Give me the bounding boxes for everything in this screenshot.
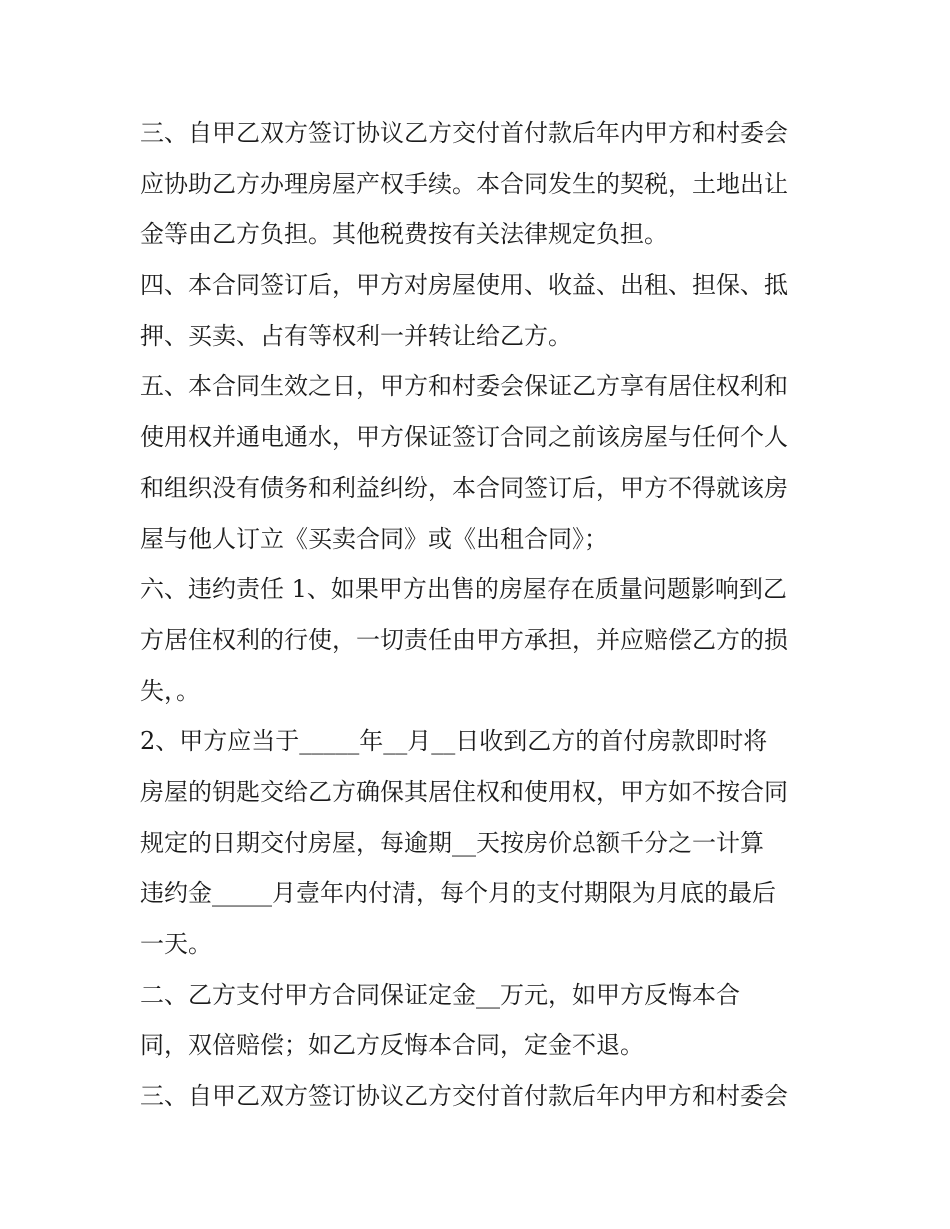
text-line: 方居住权利的行使，一切责任由甲方承担，并应赔偿乙方的损	[140, 625, 788, 654]
text-line: 三、自甲乙双方签订协议乙方交付首付款后年内甲方和村委会	[140, 1082, 788, 1111]
text-line: 四、本合同签订后，甲方对房屋使用、收益、出租、担保、抵	[140, 271, 788, 300]
text-line: 应协助乙方办理房屋产权手续。本合同发生的契税，土地出让	[140, 169, 788, 198]
text-line: 押、买卖、占有等权利一并转让给乙方。	[140, 321, 572, 350]
text-line: 一天。	[140, 930, 212, 958]
text-line: 六、违约责任 1、如果甲方出售的房屋存在质量问题影响到乙	[140, 575, 787, 604]
text-line: 使用权并通电通水，甲方保证签订合同之前该房屋与任何个人	[140, 423, 788, 452]
text-line: 和组织没有债务和利益纠纷，本合同签订后，甲方不得就该房	[140, 473, 788, 502]
document-body	[140, 108, 820, 1122]
text-line: 规定的日期交付房屋，每逾期__天按房价总额千分之一计算	[140, 828, 764, 857]
text-line: 违约金_____月壹年内付清，每个月的支付期限为月底的最后	[140, 879, 776, 908]
text-line: 屋与他人订立《买卖合同》或《出租合同》；	[140, 524, 608, 553]
text-line: 三、自甲乙双方签订协议乙方交付首付款后年内甲方和村委会	[140, 119, 788, 147]
text-line: 失，。	[140, 676, 200, 705]
text-line: 二、乙方支付甲方合同保证定金__万元，如甲方反悔本合	[140, 980, 740, 1009]
text-line: 房屋的钥匙交给乙方确保其居住权和使用权，甲方如不按合同	[140, 777, 788, 806]
text-line: 同，双倍赔偿；如乙方反悔本合同，定金不退。	[140, 1031, 644, 1060]
text-line: 五、本合同生效之日，甲方和村委会保证乙方享有居住权利和	[140, 372, 788, 401]
text-line: 2、甲方应当于_____年__月__日收到乙方的首付房款即时将	[140, 727, 768, 756]
text-line: 金等由乙方负担。其他税费按有关法律规定负担。	[140, 220, 668, 249]
